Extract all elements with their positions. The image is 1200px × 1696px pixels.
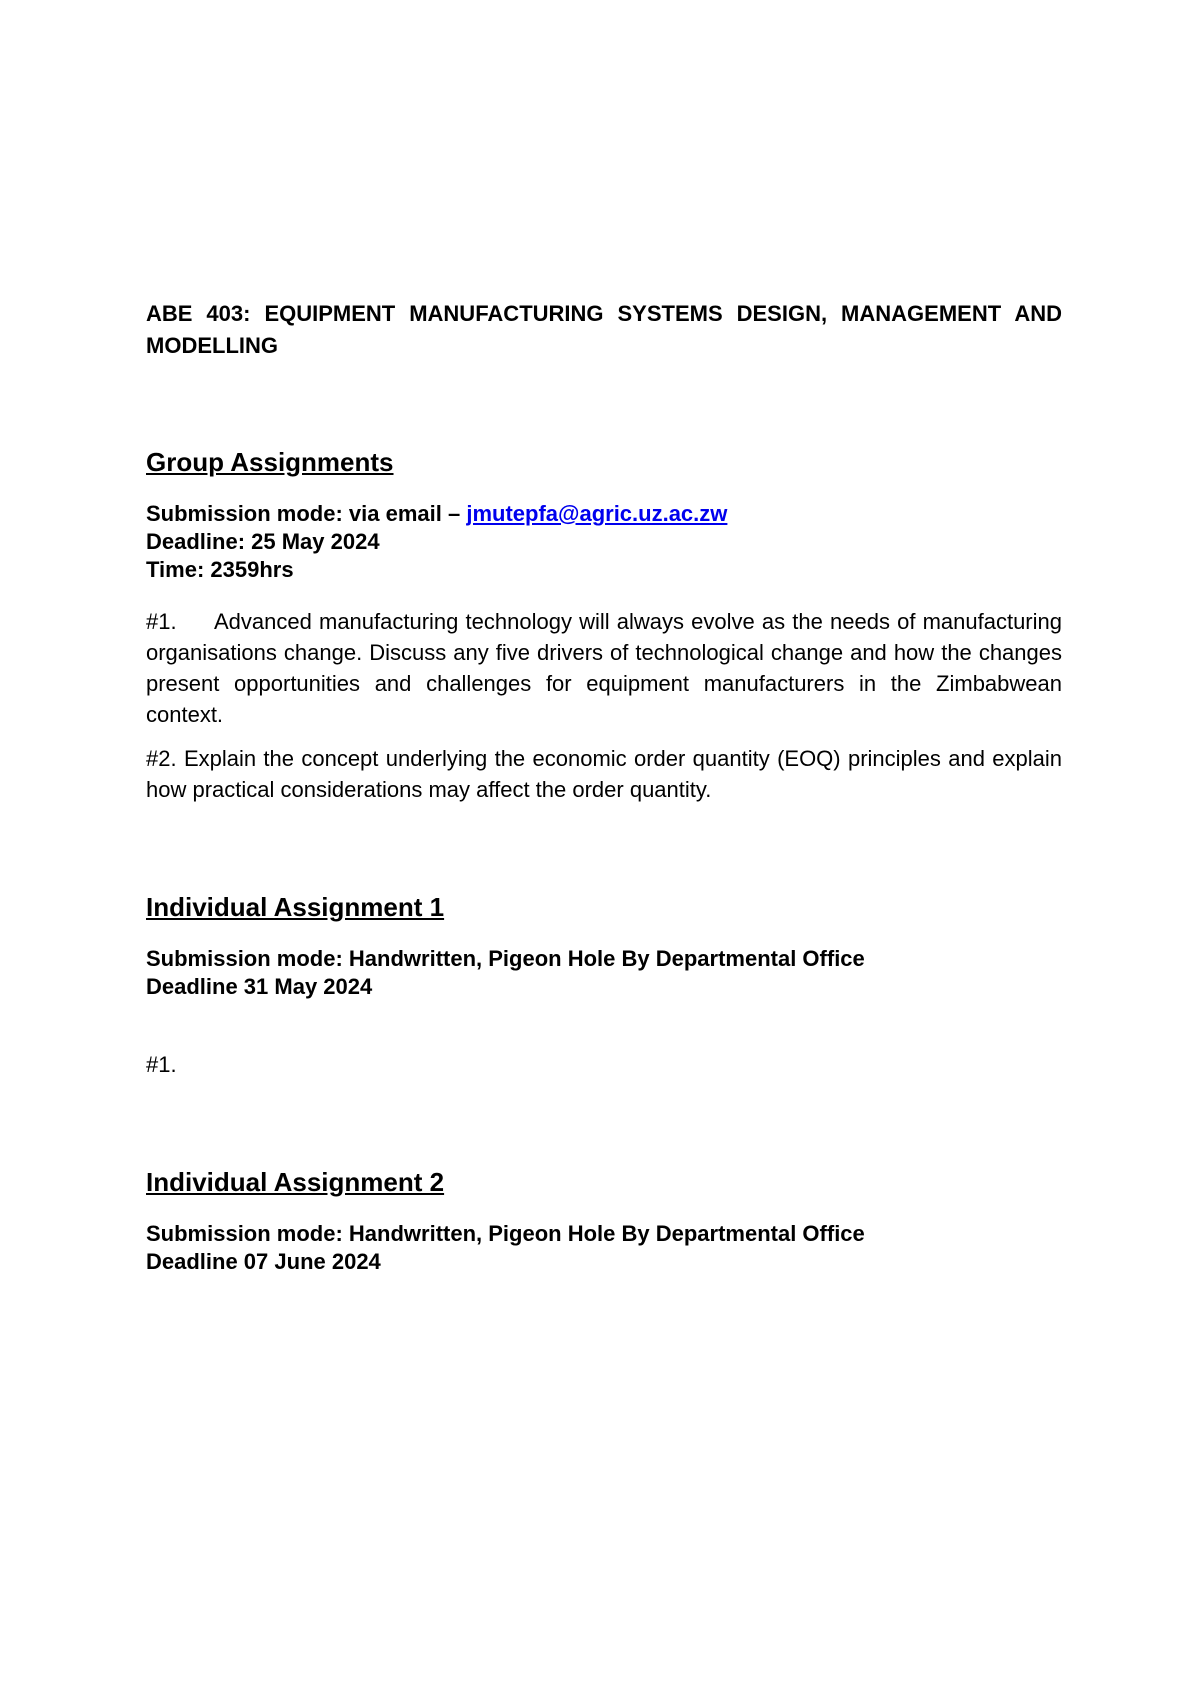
question-number: #2. [146,746,177,771]
group-time: Time: 2359hrs [146,557,294,582]
individual-assignment-1-heading: Individual Assignment 1 [146,892,445,922]
individual-1-deadline: Deadline 31 May 2024 [146,974,373,999]
individual-1-question-1: #1. [146,1052,177,1077]
group-submission-label: Submission mode: via email – [146,501,467,526]
question-text: Advanced manufacturing technology will always evolve as the needs of manufacturing organisations change. Discuss any five drivers of technological change and how the changes present opportunities and challenges for equipment manufacturers in the Zimbabwean context. [146,609,1062,727]
question-text: Explain the concept underlying the economic order quantity (EOQ) principles and explain how practical considerations may affect the order quantity. [146,746,1062,802]
group-question-1 [146,606,1062,730]
question-number: #1. [146,609,177,634]
individual-2-submission-mode: Submission mode: Handwritten, Pigeon Hole By Departmental Office [146,1221,865,1246]
individual-1-submission-mode: Submission mode: Handwritten, Pigeon Hole By Departmental Office [146,946,865,971]
individual-2-submission-block [146,1220,1062,1276]
course-title: ABE 403: EQUIPMENT MANUFACTURING SYSTEMS DESIGN, MANAGEMENT AND MODELLING [146,301,1062,358]
submission-email-link[interactable]: jmutepfa@agric.uz.ac.zw [466,501,728,526]
group-question-2 [146,743,1062,805]
group-deadline: Deadline: 25 May 2024 [146,529,380,554]
group-submission-block [146,500,1062,584]
individual-2-deadline: Deadline 07 June 2024 [146,1249,381,1274]
group-assignments-heading: Group Assignments [146,447,394,477]
individual-1-submission-block [146,945,1062,1001]
group-submission-mode [146,500,1062,528]
individual-assignment-2-heading: Individual Assignment 2 [146,1167,445,1197]
document-page [146,298,1062,1276]
